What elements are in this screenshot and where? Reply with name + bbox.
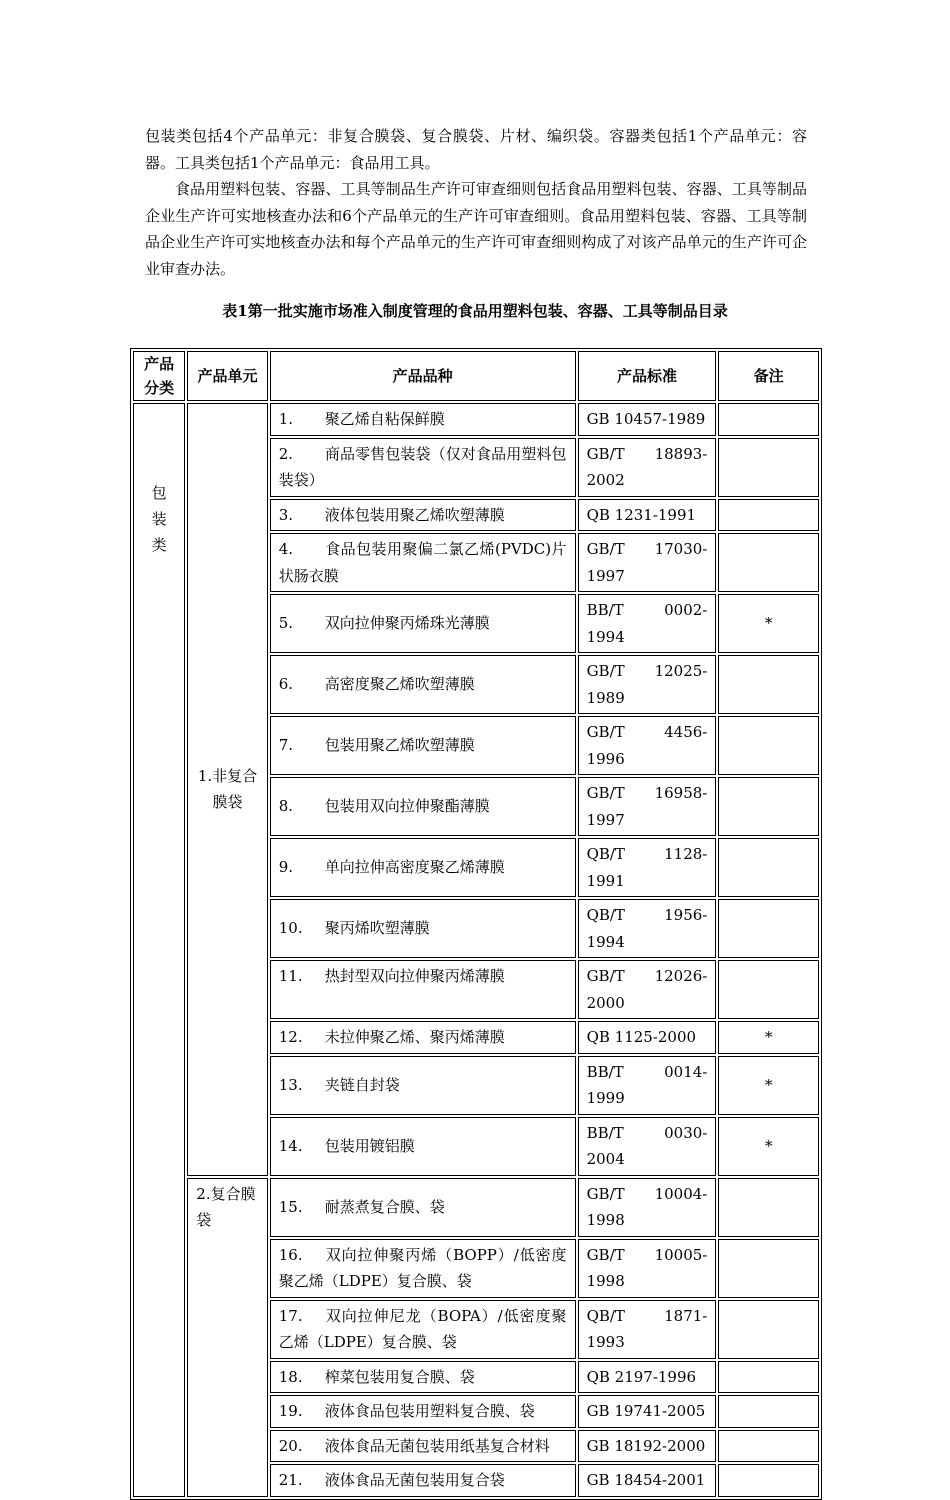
product-variety-cell [270,1464,576,1497]
item-name: 双向拉伸聚丙烯珠光薄膜 [324,614,490,633]
item-name: 食品包装用聚偏二氯乙烯(PVDC)片状肠衣膜 [278,540,567,585]
product-variety-cell [270,1300,576,1359]
note-cell [718,777,819,836]
note-cell [718,403,819,436]
item-number: 13. [278,1075,303,1094]
product-standard-cell [578,899,717,958]
item-number: 12. [278,1028,303,1046]
intro-paragraph: 包装类包括4个产品单元：非复合膜袋、复合膜袋、片材、编织袋。容器类包括1个产品单元：容器。工具类包括1个产品单元：食品用工具。 [145,127,807,172]
product-standard-cell [578,533,717,592]
category-label: 包装类 [151,484,167,554]
product-variety-cell [270,438,576,497]
standard-code: BB/T 0002-1994 [586,601,708,646]
note-cell [718,655,819,714]
note-cell [718,1056,819,1115]
header-category: 产品分类 [133,351,185,401]
item-number: 21. [278,1471,303,1489]
product-variety-cell [270,403,576,436]
item-number: 2. [278,444,294,463]
product-standard-cell [578,1021,717,1054]
product-variety-cell [270,1239,576,1298]
standard-code: QB/T 1128-1991 [586,845,708,890]
standard-year: 1997 [586,810,625,829]
review-rules-paragraph: 食品用塑料包装、容器、工具等制品生产许可审查细则包括食品用塑料包装、容器、工具等制品企业生产许可实地核查办法和6个产品单元的生产许可审查细则。食品用塑料包装、容器、工具等制品企业生产许可实地核查办法和每个产品单元的生产许可审查细则构成了对该产品单元的生产许可企业审查办法。 [145,180,807,278]
item-name: 聚乙烯自粘保鲜膜 [324,410,445,428]
unit-cell-composite [187,1178,267,1497]
standard-prefix: GB/T [586,784,625,802]
item-number: 17. [278,1306,303,1325]
item-name: 榨菜包装用复合膜、袋 [324,1367,475,1386]
item-number: 10. [278,919,303,938]
standard-year: 1998 [586,1272,625,1290]
item-name: 液体食品无菌包装用纸基复合材料 [324,1436,550,1455]
standard-code: GB 19741-2005 [586,1402,706,1420]
item-number: 19. [278,1402,303,1420]
item-name: 热封型双向拉伸聚丙烯薄膜 [324,967,505,985]
standard-code: BB/T 0030-2004 [586,1123,708,1168]
product-variety-cell [270,594,576,653]
product-variety-cell [270,899,576,958]
note-mark: * [764,614,773,633]
standard-prefix: GB/T [586,1184,625,1203]
note-cell [718,960,819,1019]
note-cell [718,1239,819,1298]
table-caption: 表1第一批实施市场准入制度管理的食品用塑料包装、容器、工具等制品目录 [222,302,728,320]
product-variety-cell [270,1395,576,1428]
standard-code: QB 1231-1991 [586,505,697,524]
item-name: 双向拉伸尼龙（BOPA）/低密度聚乙烯（LDPE）复合膜、袋 [278,1306,567,1351]
standard-year: 2000 [586,993,625,1012]
item-name: 耐蒸煮复合膜、袋 [324,1197,445,1216]
standard-code: QB/T 1956-1994 [586,906,708,951]
note-cell [718,899,819,958]
product-variety-cell [270,1178,576,1237]
product-variety-cell [270,716,576,775]
item-name: 聚丙烯吹塑薄膜 [324,919,430,938]
item-number: 11. [278,967,303,985]
product-variety-cell [270,1117,576,1176]
product-variety-cell [270,1430,576,1463]
category-cell [133,403,185,1497]
unit-cell-non-composite [187,403,267,1176]
standard-line [587,1181,708,1208]
note-cell [718,1178,819,1237]
product-variety-cell [270,838,576,897]
note-cell [718,1430,819,1463]
note-mark: * [764,1075,773,1094]
standard-year: 1989 [586,688,625,707]
product-variety-cell [270,1056,576,1115]
item-number: 1. [278,410,294,428]
table-row [133,1178,819,1237]
standard-prefix: GB/T [586,662,625,680]
header-note: 备注 [718,351,819,401]
product-standard-cell [578,1239,717,1298]
product-standard-cell [578,716,717,775]
product-variety-cell [270,533,576,592]
item-number: 9. [278,858,294,877]
standard-prefix: GB/T [586,967,625,985]
product-standard-cell [578,499,717,532]
item-name: 高密度聚乙烯吹塑薄膜 [324,675,475,694]
item-number: 20. [278,1436,303,1455]
product-standard-cell [578,438,717,497]
item-number: 16. [278,1245,303,1264]
product-standard-cell [578,1430,717,1463]
product-standard-cell [578,1056,717,1115]
product-standard-cell [578,1300,717,1359]
product-standard-cell [578,403,717,436]
standard-code: BB/T 0014-1999 [586,1062,708,1107]
product-variety-cell [270,1021,576,1054]
product-standard-cell [578,1361,717,1394]
product-standard-cell [578,594,717,653]
standard-line [587,780,708,807]
note-cell [718,716,819,775]
note-cell [718,594,819,653]
item-number: 6. [278,675,294,694]
header-unit: 产品单元 [187,351,267,401]
standard-year: 1997 [586,566,625,585]
standard-code: QB/T 1871-1993 [586,1306,708,1351]
product-catalog-table [130,348,822,1500]
note-mark: * [764,1028,773,1046]
standard-code: QB 1125-2000 [586,1028,697,1046]
product-variety-cell [270,960,576,1019]
standard-line [587,536,708,563]
standard-number-head: 16958- [654,784,708,802]
item-number: 3. [278,505,294,524]
product-variety-cell [270,777,576,836]
product-standard-cell [578,838,717,897]
product-standard-cell [578,777,717,836]
standard-number-head: 12026- [654,967,708,985]
note-mark: * [764,1136,773,1155]
unit-label: 2.复合膜袋 [196,1184,256,1229]
product-variety-cell [270,499,576,532]
standard-number-head: 10005- [654,1245,708,1264]
header-variety: 产品品种 [270,351,576,401]
standard-code: QB 2197-1996 [586,1367,697,1386]
product-standard-cell [578,1117,717,1176]
product-standard-cell [578,1178,717,1237]
item-number: 7. [278,736,294,755]
product-variety-cell [270,655,576,714]
standard-line [587,441,708,468]
standard-prefix: GB/T [586,1245,625,1264]
item-name: 液体包装用聚乙烯吹塑薄膜 [324,505,505,524]
standard-code: GB 18454-2001 [586,1471,706,1489]
note-cell [718,1021,819,1054]
unit-label: 1.非复合膜袋 [197,766,258,812]
item-number: 5. [278,614,294,633]
standard-prefix: GB/T [586,540,625,558]
standard-number-head: 12025- [654,662,708,680]
item-number: 4. [278,540,294,558]
item-name: 单向拉伸高密度聚乙烯薄膜 [324,858,505,877]
item-name: 夹链自封袋 [324,1075,400,1094]
product-standard-cell [578,1395,717,1428]
item-name: 商品零售包装袋（仅对食品用塑料包装袋） [278,444,567,489]
note-cell [718,533,819,592]
product-variety-cell [270,1361,576,1394]
table-row [133,403,819,436]
standard-number-head: 17030- [654,540,708,558]
standard-line [587,658,708,685]
item-name: 液体食品无菌包装用复合袋 [324,1471,505,1489]
standard-prefix: GB/T [586,444,625,463]
item-name: 双向拉伸聚丙烯（BOPP）/低密度聚乙烯（LDPE）复合膜、袋 [278,1245,567,1290]
note-cell [718,499,819,532]
note-cell [718,838,819,897]
item-number: 18. [278,1367,303,1386]
note-cell [718,1300,819,1359]
product-standard-cell [578,1464,717,1497]
item-name: 液体食品包装用塑料复合膜、袋 [324,1402,535,1420]
standard-code: GB 18192-2000 [586,1436,706,1455]
standard-line [587,963,708,990]
header-standard: 产品标准 [578,351,717,401]
table-header-row [133,351,819,401]
product-standard-cell [578,655,717,714]
standard-number-head: 18893- [654,444,708,463]
item-number: 8. [278,797,294,816]
note-cell [718,1464,819,1497]
note-cell [718,1117,819,1176]
note-cell [718,1395,819,1428]
standard-year: 1998 [586,1211,625,1229]
item-number: 14. [278,1136,303,1155]
note-cell [718,1361,819,1394]
item-number: 15. [278,1197,303,1216]
product-standard-cell [578,960,717,1019]
item-name: 包装用双向拉伸聚酯薄膜 [324,797,490,816]
item-name: 包装用镀铝膜 [324,1136,415,1155]
standard-code: GB/T 4456-1996 [586,723,708,768]
note-cell [718,438,819,497]
standard-number-head: 10004- [654,1184,708,1203]
item-name: 未拉伸聚乙烯、聚丙烯薄膜 [324,1028,505,1046]
standard-year: 2002 [586,471,625,489]
standard-code: GB 10457-1989 [586,410,706,428]
item-name: 包装用聚乙烯吹塑薄膜 [324,736,475,755]
standard-line [587,1242,708,1269]
